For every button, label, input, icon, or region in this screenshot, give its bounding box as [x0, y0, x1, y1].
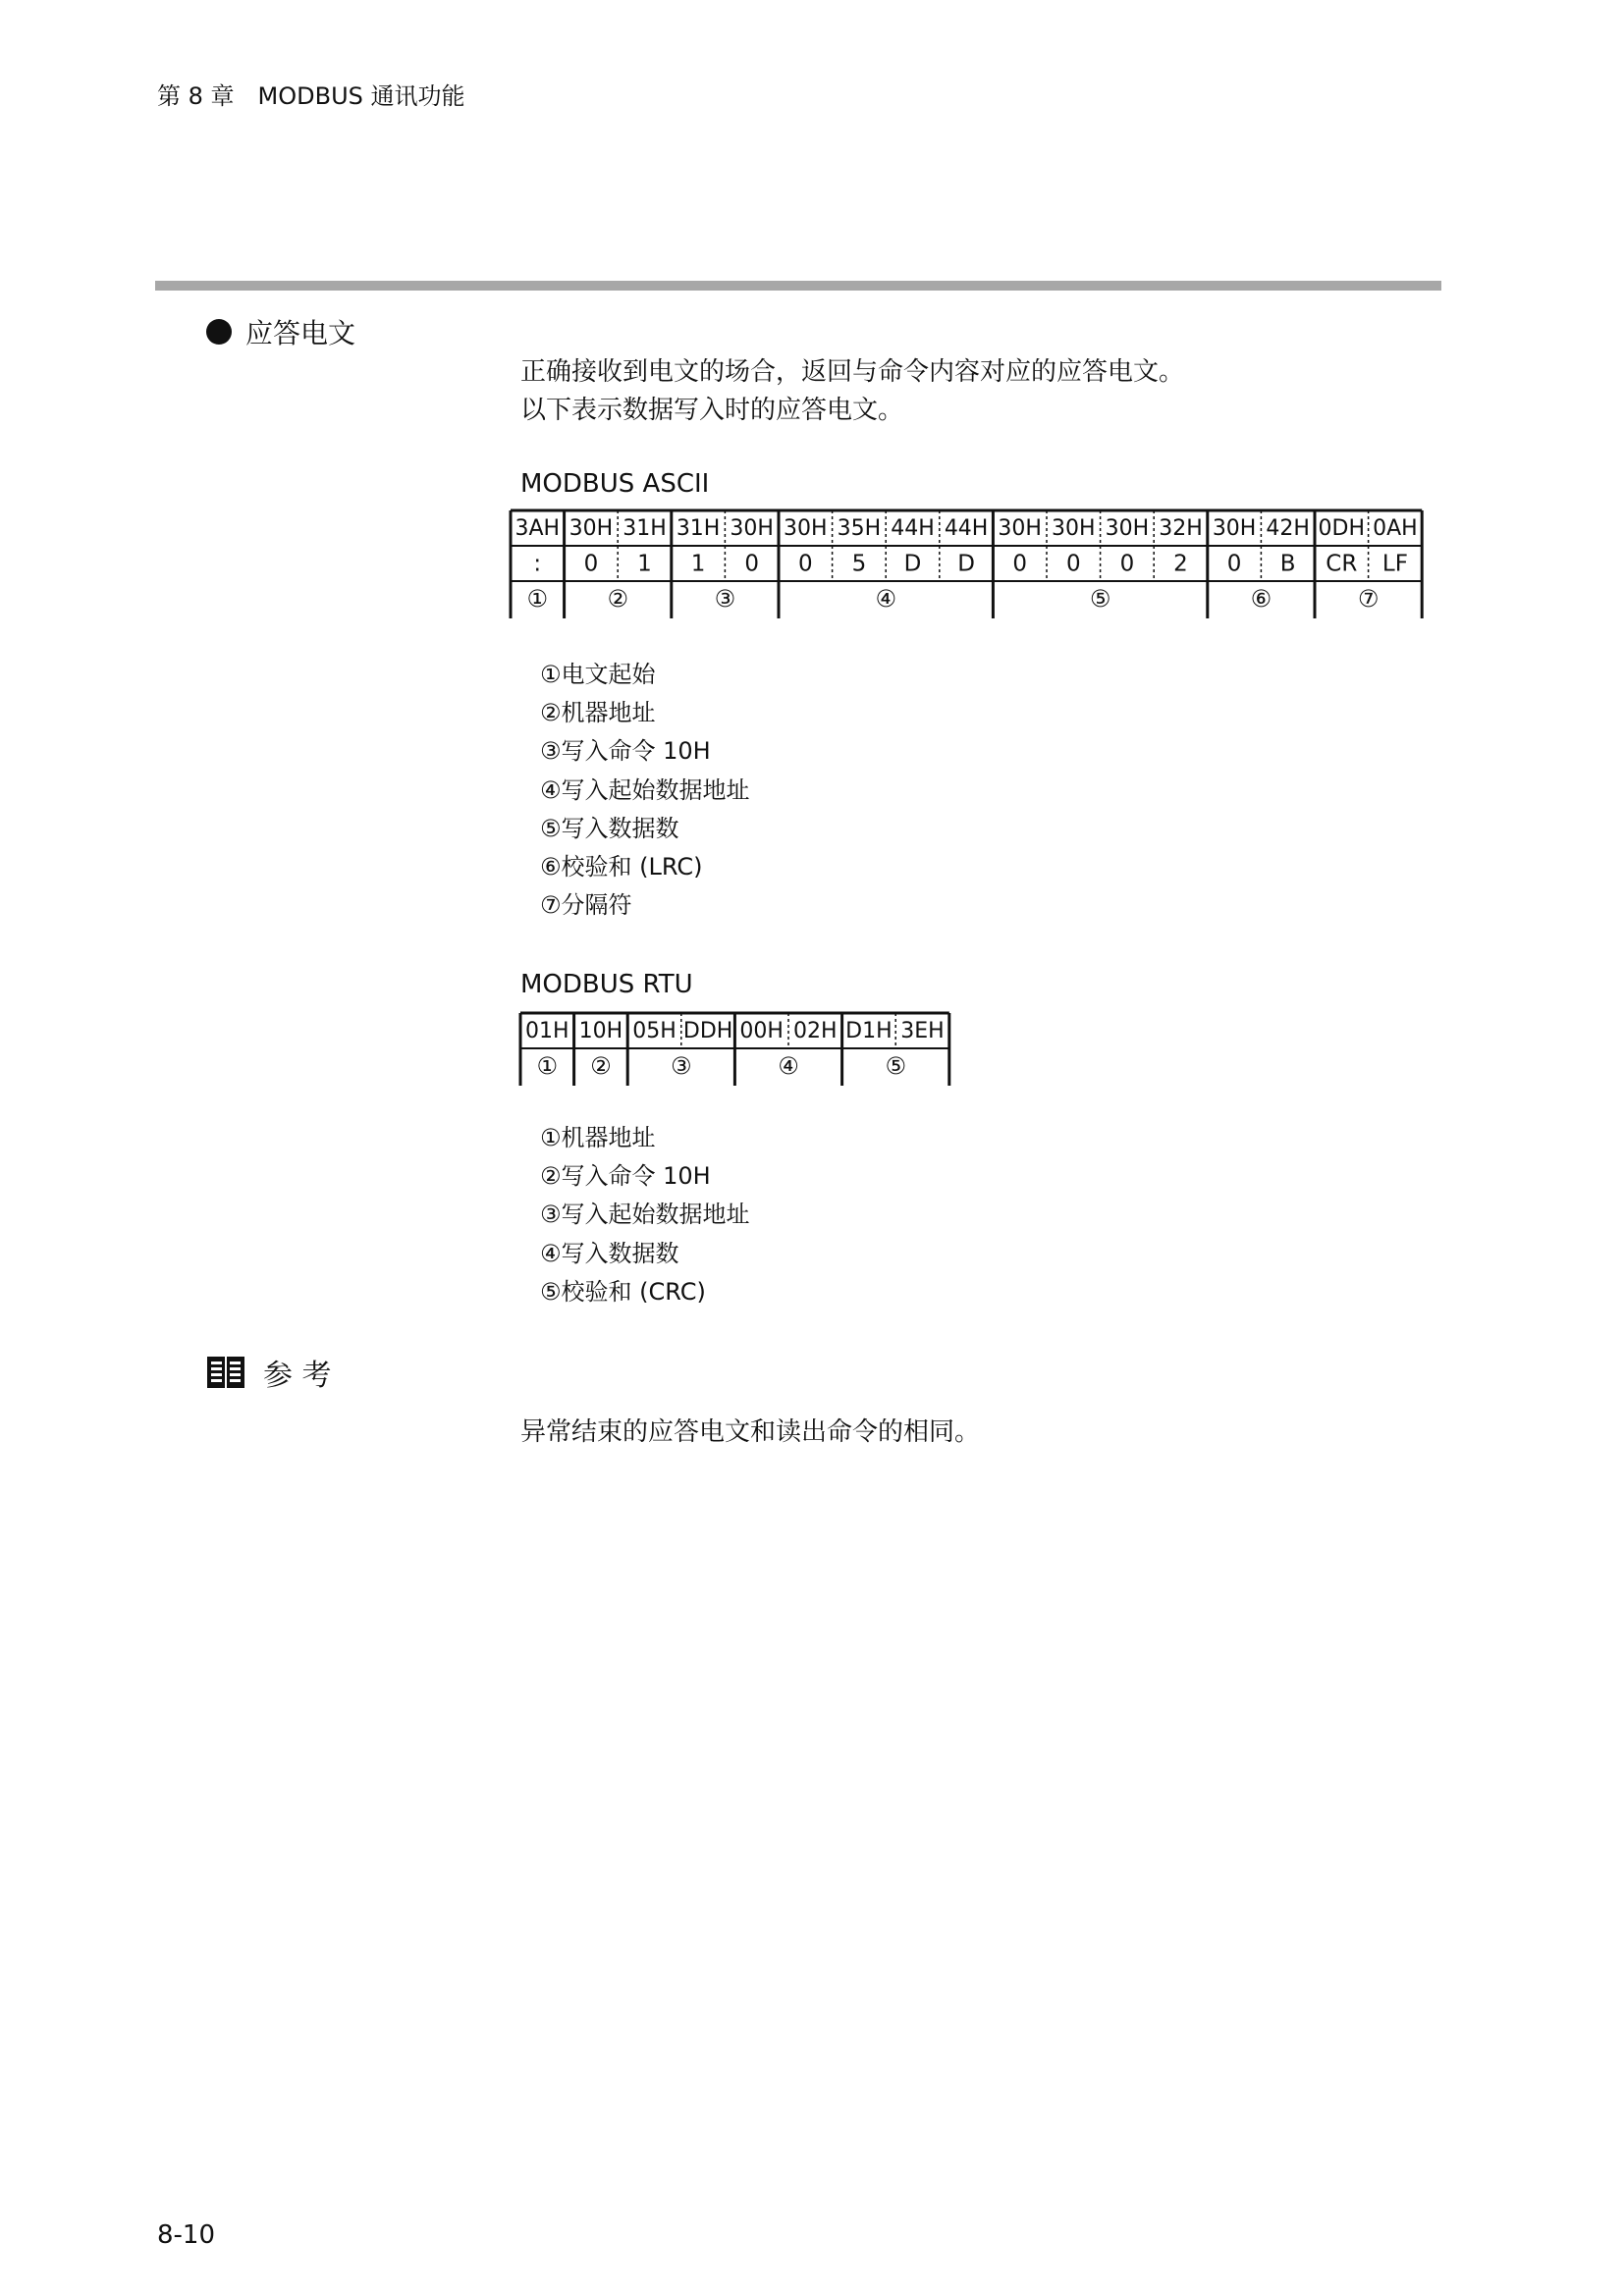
byte-cell: 30H: [730, 516, 774, 541]
char-cell: CR: [1326, 551, 1358, 577]
byte-cell: D1H: [845, 1019, 893, 1043]
group-number: ①: [536, 1052, 559, 1080]
ascii-legend: [540, 656, 750, 925]
ascii-legend-item: ⑥校验和 (LRC): [540, 852, 703, 881]
group-number: ⑥: [1250, 585, 1272, 613]
book-icon: [206, 1355, 245, 1390]
char-cell: 2: [1173, 551, 1188, 577]
byte-cell: 0DH: [1318, 516, 1366, 541]
char-cell: 0: [797, 551, 813, 577]
byte-cell: 32H: [1159, 516, 1203, 541]
byte-cell: 3AH: [514, 516, 561, 541]
char-cell: 0: [1226, 551, 1242, 577]
ascii-legend-item: ③写入命令 10H: [540, 737, 711, 766]
byte-cell: 31H: [676, 516, 721, 541]
ascii-legend-item: ②机器地址: [540, 699, 656, 727]
group-number: ③: [671, 1052, 692, 1080]
byte-cell: DDH: [682, 1019, 733, 1043]
char-cell: 1: [637, 551, 652, 577]
char-cell: B: [1279, 551, 1296, 577]
char-cell: 0: [1012, 551, 1028, 577]
char-cell: 0: [1065, 551, 1081, 577]
rtu-legend: [540, 1119, 750, 1311]
group-number: ②: [590, 1052, 612, 1080]
page-number: 8-10: [157, 2220, 216, 2250]
rtu-label: MODBUS RTU: [520, 970, 693, 999]
section-line-2: 以下表示数据写入时的应答电文。: [520, 396, 904, 425]
group-number: ⑤: [885, 1052, 906, 1080]
reference-title: 参 考: [263, 1359, 332, 1393]
group-number: ⑤: [1089, 585, 1111, 613]
byte-cell: 00H: [739, 1019, 784, 1043]
char-cell: 0: [583, 551, 599, 577]
ascii-legend-item: ⑤写入数据数: [540, 814, 679, 842]
ascii-label: MODBUS ASCII: [520, 469, 710, 499]
section-line-1: 正确接收到电文的场合，返回与命令内容对应的应答电文。: [520, 357, 1185, 387]
byte-cell: 0AH: [1373, 516, 1418, 541]
byte-cell: 42H: [1266, 516, 1310, 541]
group-number: ①: [526, 585, 549, 613]
reference-heading: [206, 1351, 332, 1394]
rtu-legend-item: ①机器地址: [540, 1124, 656, 1151]
byte-cell: 3EH: [900, 1019, 945, 1043]
byte-cell: 44H: [891, 516, 935, 541]
reference-text: 异常结束的应答电文和读出命令的相同。: [520, 1417, 981, 1447]
byte-cell: 44H: [944, 516, 989, 541]
section-heading: [206, 312, 355, 351]
group-number: ④: [875, 585, 896, 613]
group-number: ⑦: [1357, 585, 1380, 613]
byte-cell: 30H: [1105, 516, 1150, 541]
byte-cell: 10H: [578, 1019, 623, 1043]
rtu-legend-item: ③写入起始数据地址: [540, 1201, 750, 1229]
ascii-legend-item: ①电文起始: [540, 661, 656, 688]
byte-cell: 02H: [793, 1019, 838, 1043]
rtu-frame-table: [511, 1011, 962, 1090]
char-cell: 5: [851, 551, 867, 577]
byte-cell: 05H: [632, 1019, 677, 1043]
byte-cell: 35H: [837, 516, 882, 541]
rtu-legend-item: ②写入命令 10H: [540, 1162, 711, 1191]
group-number: ④: [778, 1052, 799, 1080]
char-cell: 1: [690, 551, 706, 577]
byte-cell: 30H: [1212, 516, 1257, 541]
rtu-legend-item: ④写入数据数: [540, 1239, 679, 1267]
ascii-frame-table: [501, 508, 1434, 621]
ascii-legend-item: ④写入起始数据地址: [540, 775, 750, 804]
byte-cell: 30H: [784, 516, 828, 541]
char-cell: D: [957, 551, 975, 577]
group-number: ②: [607, 585, 628, 613]
byte-cell: 31H: [623, 516, 667, 541]
char-cell: D: [903, 551, 922, 577]
rtu-legend-item: ⑤校验和 (CRC): [540, 1277, 706, 1306]
byte-cell: 01H: [525, 1019, 569, 1043]
section-title: 应答电文: [245, 317, 356, 349]
byte-cell: 30H: [1052, 516, 1096, 541]
char-cell: 0: [1119, 551, 1135, 577]
section-divider: [155, 281, 1441, 291]
chapter-header: 第 8 章 MODBUS 通讯功能: [157, 82, 465, 110]
char-cell: LF: [1381, 551, 1408, 577]
byte-cell: 30H: [568, 516, 614, 541]
char-cell: 0: [744, 551, 760, 577]
byte-cell: 30H: [998, 516, 1042, 541]
group-number: ③: [714, 585, 736, 613]
char-cell: :: [533, 551, 542, 577]
ascii-legend-item: ⑦分隔符: [540, 891, 632, 920]
bullet-icon: [206, 319, 232, 345]
